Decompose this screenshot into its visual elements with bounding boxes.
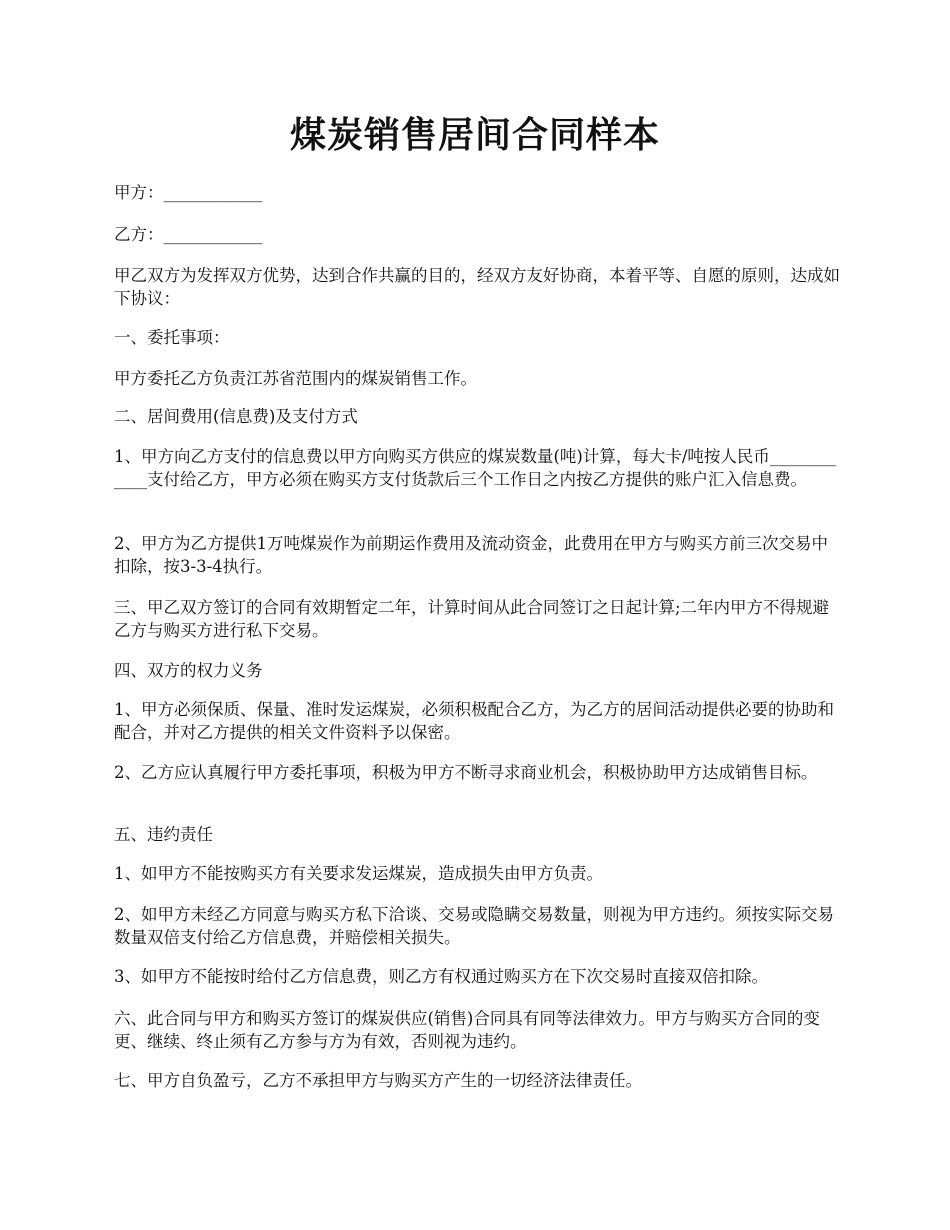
party-b-line: 乙方：____________ (114, 225, 263, 244)
section-heading-7: 七、甲方自负盈亏，乙方不承担甲方与购买方产生的一切经济法律责任。 (114, 1071, 642, 1090)
section-heading-5: 五、违约责任 (114, 825, 213, 844)
paragraph-1: 甲方委托乙方负责江苏省范围内的煤炭销售工作。 (114, 369, 477, 388)
preamble-paragraph: 甲乙双方为发挥双方优势，达到合作共赢的目的，经双方友好协商，本着平等、自愿的原则，达成如下协议： (114, 266, 840, 308)
paragraph-5-3: 3、如甲方不能按时给付乙方信息费，则乙方有权通过购买方在下次交易时直接双倍扣除。 (114, 967, 768, 986)
paragraph-4-1: 1、甲方必须保质、保量、准时发运煤炭，必须积极配合乙方，为乙方的居间活动提供必要的协助和配合，并对乙方提供的相关文件资料予以保密。 (114, 700, 834, 742)
section-heading-4: 四、双方的权力义务 (114, 661, 263, 680)
party-a-line: 甲方：____________ (114, 183, 263, 202)
section-heading-3: 三、甲乙双方签订的合同有效期暂定二年，计算时间从此合同签订之日起计算;二年内甲方不得规避乙方与购买方进行私下交易。 (114, 598, 830, 640)
paragraph-2-2: 2、甲方为乙方提供1万吨煤炭作为前期运作费用及流动资金，此费用在甲方与购买方前三次交易中扣除，按3-3-4执行。 (114, 534, 828, 576)
paragraph-2-1: 1、甲方向乙方支付的信息费以甲方向购买方供应的煤炭数量(吨)计算，每大卡/吨按人民币____________支付给乙方，甲方必须在购买方支付货款后三个工作日之内按乙方提供的账户汇入信息费。 (114, 447, 836, 489)
section-heading-1: 一、委托事项： (114, 328, 230, 347)
section-heading-2: 二、居间费用(信息费)及支付方式 (114, 407, 358, 426)
section-heading-6: 六、此合同与甲方和购买方签订的煤炭供应(销售)合同具有同等法律效力。甲方与购买方合同的变更、继续、终止须有乙方参与方为有效，否则视为违约。 (114, 1009, 820, 1051)
paragraph-5-2: 2、如甲方未经乙方同意与购买方私下洽谈、交易或隐瞒交易数量，则视为甲方违约。须按实际交易数量双倍支付给乙方信息费，并赔偿相关损失。 (114, 905, 834, 947)
paragraph-5-1: 1、如甲方不能按购买方有关要求发运煤炭，造成损失由甲方负责。 (114, 864, 603, 883)
paragraph-4-2: 2、乙方应认真履行甲方委托事项，积极为甲方不断寻求商业机会，积极协助甲方达成销售目标。 (114, 763, 818, 782)
document-title: 煤炭销售居间合同样本 (289, 114, 660, 156)
